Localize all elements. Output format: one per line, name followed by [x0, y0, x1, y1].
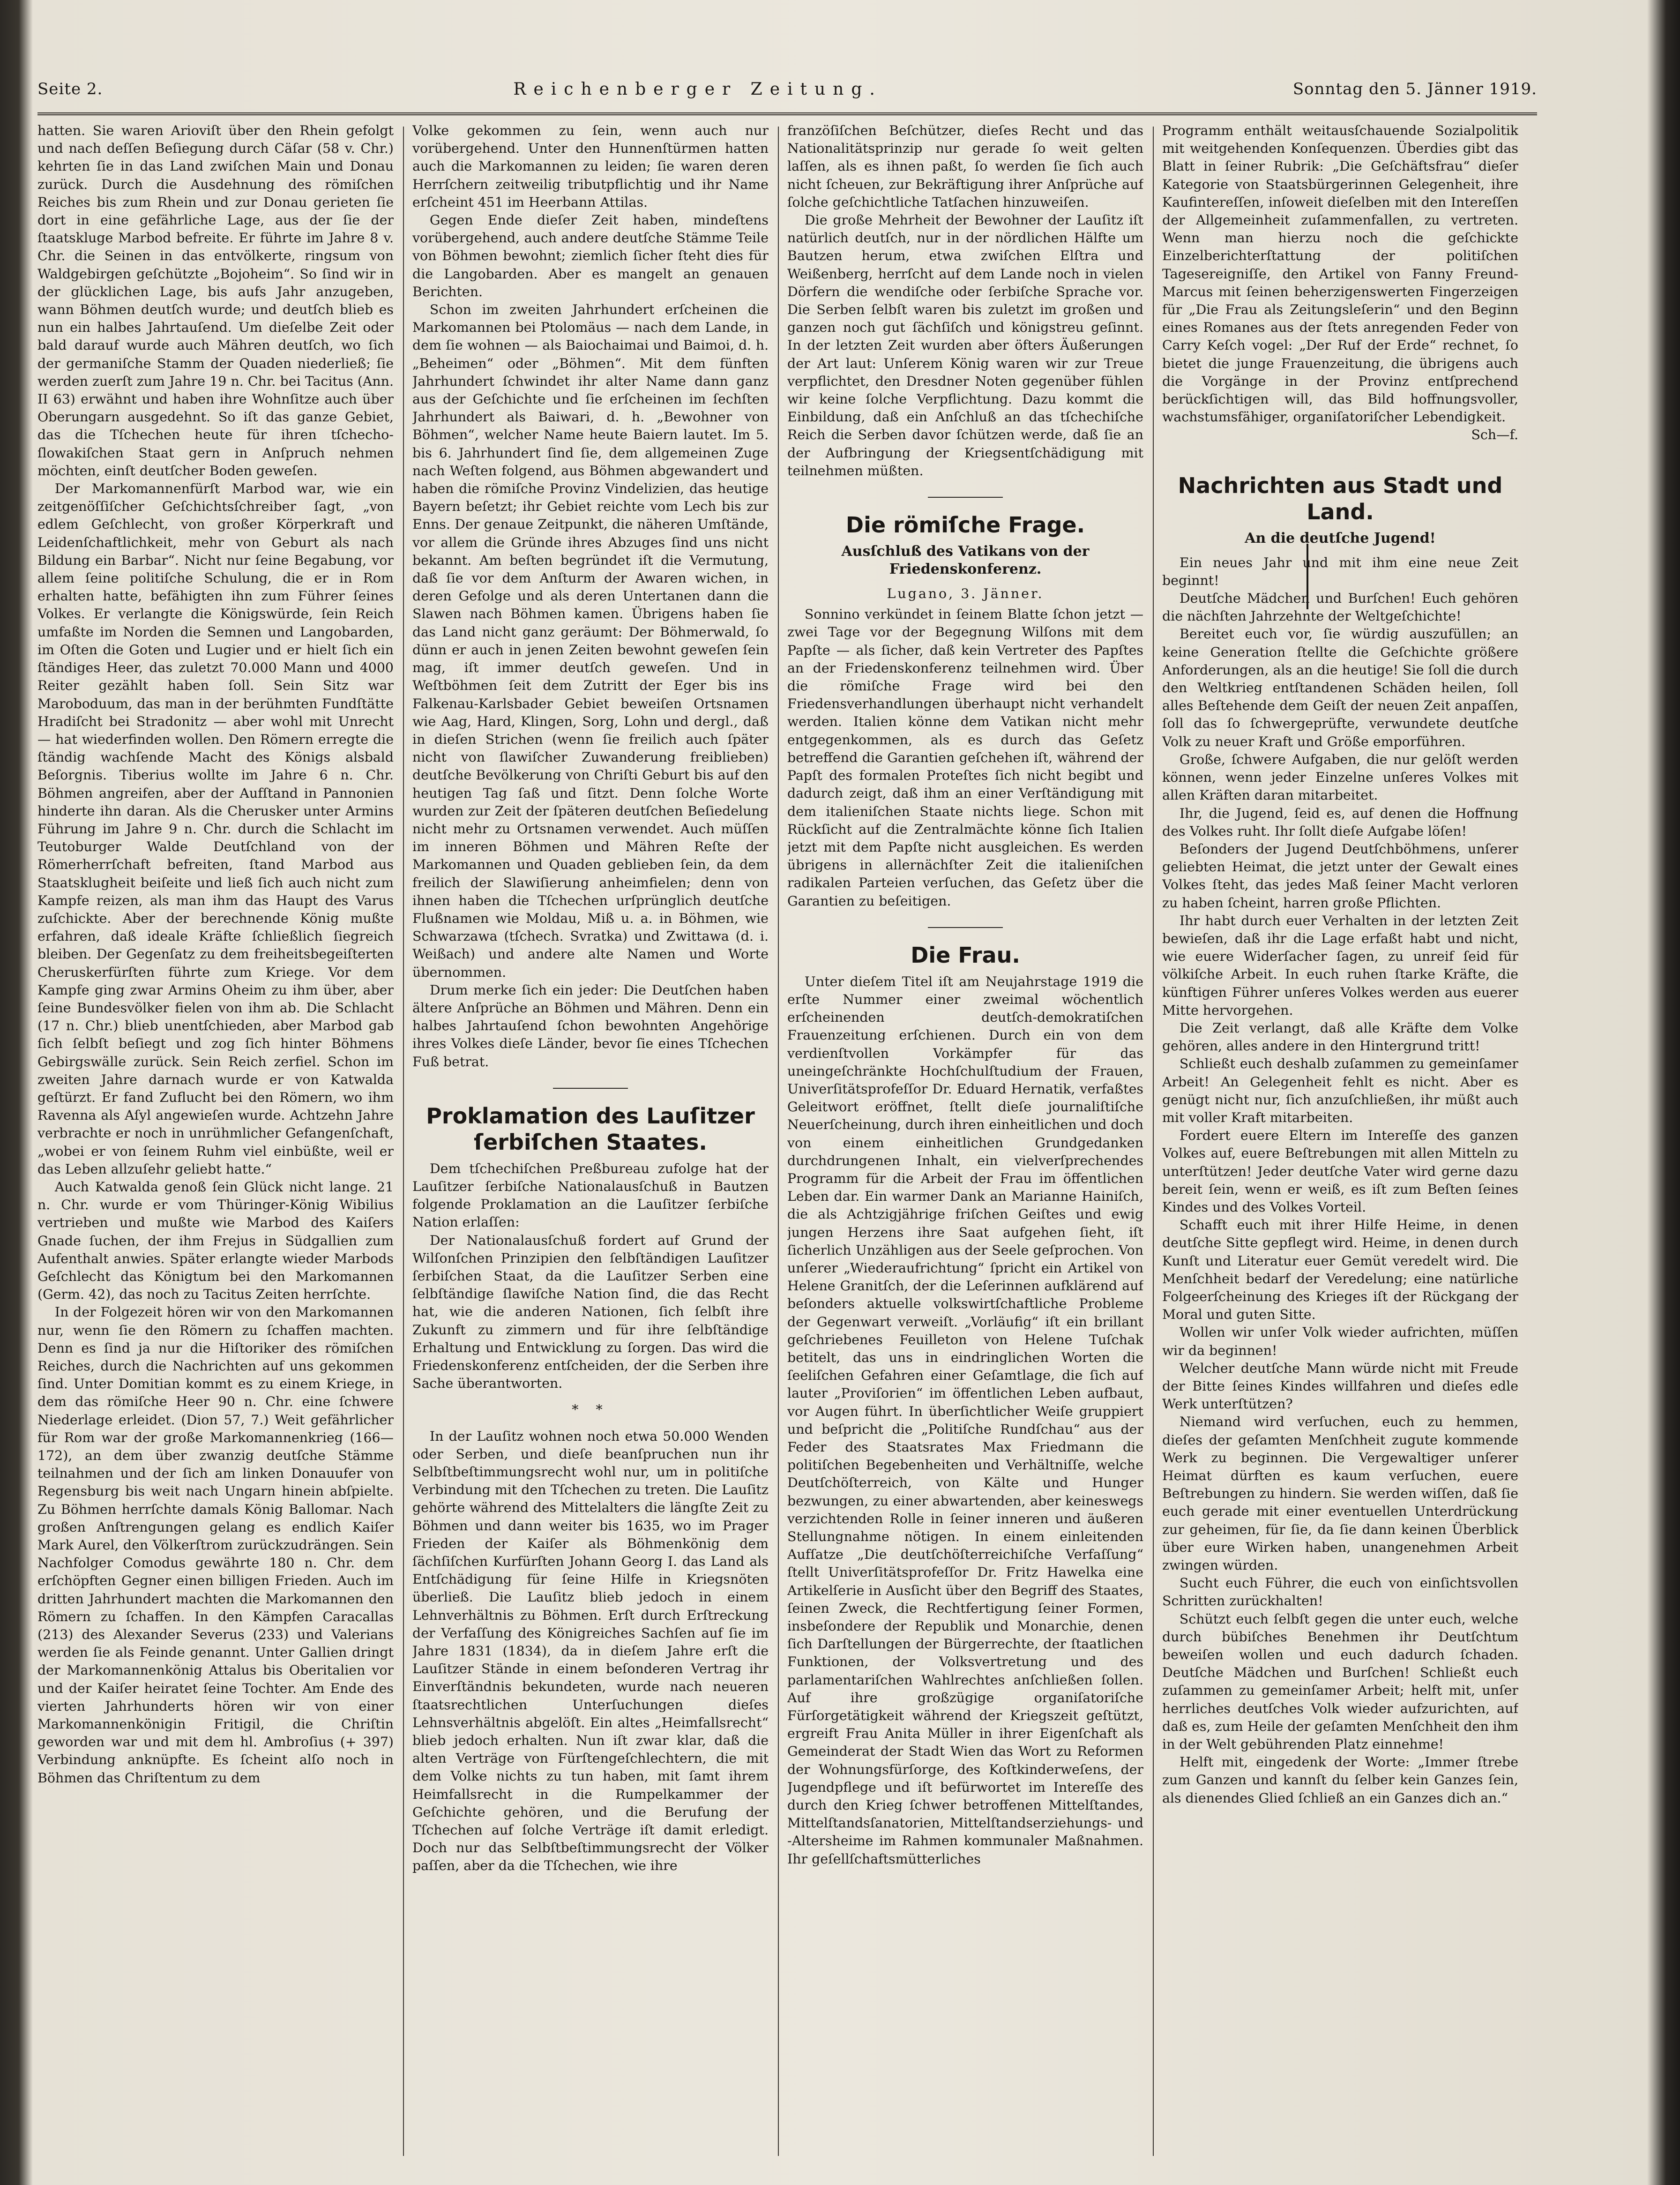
- paragraph: Unter dieſem Titel iſt am Neujahrstage 1919 die erſte Nummer einer zweimal wöchentlich erſcheinenden deutſch-demokratiſchen Frauenzeitung erſchienen. Durch ein von dem verdienſtvollen Vorkämpfer für das uneingeſchränkte Hochſchulſtudium der Frauen, Univerſitätsprofeſſor Dr. Eduard Hernatik, verfaßtes Geleitwort eröffnet, ſtellt dieſe journaliſtiſche Neuerſcheinung, durch ihren einheitlichen und doch von einem einheitlichen Grundgedanken durchdrungenen Inhalt, ein vielverſprechendes Programm für die Arbeit der Frau im öffentlichen Leben dar. Ein warmer Dank an Marianne Hainiſch, die als Achtzigjährige friſchen Geiſtes und ewig jungen Herzens ihre Saat aufgehen ſieht, iſt ſicherlich Unzähligen aus der Seele geſprochen. Von unſerer „Wiederaufrichtung“ ſpricht ein Artikel von Helene Granitſch, der die Leſerinnen aufklärend auf beſonders aktuelle volkswirtſchaftliche Probleme der Gegenwart verweiſt. „Vorläufig“ iſt ein brillant geſchriebenes Feuilleton von Helene Tuſchak betitelt, das uns in eindringlichen Worten die ſeeliſchen Gefahren einer Geſamtlage, die ſich auf lauter „Proviſorien“ im öffentlichen Leben aufbaut, vor Augen führt. In überſichtlicher Weiſe gruppiert und beſpricht die „Politiſche Rundſchau“ aus der Feder des Staatsrates Max Friedmann die politiſchen Begebenheiten und Verhältniſſe, welche Deutſchöſterreich, von Kälte und Hunger bezwungen, zu einer abwartenden, aber keineswegs verzichtenden Rolle in ſeiner inneren und äußeren Stellungnahme nötigen. In einem einleitenden Aufſatze „Die deutſchöſterreichiſche Verfaſſung“ ſtellt Univerſitätsprofeſſor Dr. Fritz Hawelka eine Artikelſerie in Ausſicht über den Begriff des Staates, ſeinen Zweck, die Rechtfertigung ſeiner Formen, insbeſondere der Republik und Monarchie, denen ſich Darſtellungen der Bürgerrechte, der ſtaatlichen Funktionen, der Volksvertretung und des parlamentariſchen Wahlrechtes anſchließen ſollen. Auf ihre großzügige organiſatoriſche Fürſorgetätigkeit während der Kriegszeit geſtützt, ergreift Frau Anita Müller in ihrer Eigenſchaft als Gemeinderat der Stadt Wien das Wort zu Reformen der Wohnungsfürſorge, des Koſtkinderweſens, der Jugendpflege und iſt befürwortet im Intereſſe des durch den Krieg ſchwer betroffenen Mittelſtandes, Mittelſtandsſanatorien, Mittelſtandserziehungs- und -Altersheime im Rahmen kommunaler Maßnahmen. Ihr geſellſchaftsmütterliches: [787, 973, 1143, 1867]
- section-separator: [928, 927, 1003, 928]
- headline-nachrichten: Nachrichten aus Stadt und Land.: [1178, 472, 1503, 524]
- column-2: [412, 122, 769, 2165]
- paragraph: Die Zeit verlangt, daß alle Kräfte dem Volke gehören, alles andere in den Hintergrund tritt!: [1162, 1020, 1518, 1054]
- paragraph: hatten. Sie waren Arioviſt über den Rhein gefolgt und nach deſſen Beſiegung durch Cäſar (58 v. Chr.) kehrten ſie in das Land zwiſchen Main und Donau zurück. Durch die Ausdehnung des römiſchen Reiches bis zum Rhein und zur Donau gerieten ſie dort in eine gefährliche Lage, aus der ſie der ſtaatskluge Marbod befreite. Er führte im Jahre 8 v. Chr. die Seinen in das entvölkerte, ringsum von Waldgebirgen geſchützte „Bojoheim“. So ſind wir in der glücklichen Lage, bis aufs Jahr anzugeben, wann Böhmen deutſch wurde; und deutſch blieb es nun ein halbes Jahrtauſend. Um dieſelbe Zeit oder bald darauf wurde auch Mähren deutſch, wo ſich der germaniſche Stamm der Quaden niederließ; ſie werden zuerſt zum Jahre 19 n. Chr. bei Tacitus (Ann. II 63) erwähnt und haben ihre Wohnſitze auch über Oberungarn ausgedehnt. So iſt das ganze Gebiet, das die Tſchechen heute für ihren tſchecho-ſlowakiſchen Staat gern in Anſpruch nehmen möchten, einſt deutſcher Boden geweſen.: [37, 123, 394, 479]
- paragraph: Bereitet euch vor, ſie würdig auszufüllen; an keine Generation ſtellte die Geſchichte größere Anforderungen, als an die heutige! Sie ſoll die durch den Weltkrieg entſtandenen Schäden heilen, ſoll alles Beſtehende dem Geiſt der neuen Zeit anpaſſen, ſoll das ſo ſchwergeprüfte, verwundete deutſche Volk zu neuer Kraft und Größe emporführen.: [1162, 626, 1518, 749]
- paragraph: Helft mit, eingedenk der Worte: „Immer ſtrebe zum Ganzen und kannſt du ſelber kein Ganzes ſein, als dienendes Glied ſchließ an ein Ganzes dich an.“: [1162, 1754, 1518, 1806]
- subheadline-vatikan: Ausſchluß des Vatikans von der Friedenskonferenz.: [841, 543, 1090, 578]
- asterism: * *: [572, 1402, 609, 1418]
- paragraph: Welcher deutſche Mann würde nicht mit Freude der Bitte ſeines Kindes willfahren und dieſes edle Werk unterſtützen?: [1162, 1360, 1518, 1412]
- column-divider: [778, 127, 779, 2156]
- page-number: Seite 2.: [37, 80, 103, 98]
- paragraph: Schafft euch mit ihrer Hilfe Heime, in denen deutſche Sitte gepflegt wird. Heime, in denen durch Kunſt und Literatur euer Gemüt veredelt wird. Die Menſchheit bedarf der Veredelung; eine natürliche Folgeerſcheinung des Krieges iſt der Rückgang der Moral und guten Sitte.: [1162, 1217, 1518, 1323]
- paragraph: Deutſche Mädchen und Burſchen! Euch gehören die nächſten Jahrzehnte der Weltgeſchichte!: [1162, 591, 1518, 624]
- paragraph: franzöſiſchen Beſchützer, dieſes Recht und das Nationalitätsprinzip nur gerade ſo weit gelten laſſen, als es ihnen paßt, ſo werden ſie ſich auch nicht ſcheuen, zur Bekräftigung ihrer Anſprüche auf ſolche geſchichtliche Tatſachen hinzuweiſen.: [787, 123, 1143, 210]
- issue-date: Sonntag den 5. Jänner 1919.: [1292, 80, 1537, 98]
- paragraph: Wollen wir unſer Volk wieder aufrichten, müſſen wir da beginnen!: [1162, 1324, 1518, 1358]
- headline-die-frau: Die Frau.: [911, 942, 1020, 968]
- paragraph: Niemand wird verſuchen, euch zu hemmen, dieſes der geſamten Menſchheit zugute kommende Werk zu beginnen. Die Vergewaltiger unſerer Heimat dürften es kaum verſuchen, euere Beſtrebungen zu hindern. Sie werden wiſſen, daß ſie euch gerade mit einer eventuellen Unterdrückung zur geheimen, für ſie, da ſie dann keinen Überblick über eure Wirken haben, unangenehmen Arbeit zwingen würden.: [1162, 1414, 1518, 1573]
- paragraph: Schützt euch ſelbſt gegen die unter euch, welche durch bübiſches Benehmen ihr Deutſchtum beweiſen wollen und euch dadurch ſchaden. Deutſche Mädchen und Burſchen! Schließt euch zuſammen zu gemeinſamer Arbeit; helft mit, unſer herrliches deutſches Volk wieder aufzurichten, auf daß es, zum Heile der geſamten Menſchheit den ihm in der Welt gebührenden Platz einnehme!: [1162, 1611, 1518, 1752]
- paragraph: Die große Mehrheit der Bewohner der Lauſitz iſt natürlich deutſch, nur in der nördlichen Hälfte um Bautzen herum, etwa zwiſchen Elſtra und Weißenberg, herrſcht auf dem Lande noch in vielen Dörfern die wendiſche oder ſerbiſche Sprache vor. Die Serben ſelbſt waren bis zuletzt im großen und ganzen noch gut ſächſiſch und königstreu geſinnt. In der letzten Zeit wurden aber öfters Äußerungen der Art laut: Unſerem König waren wir zur Treue verpflichtet, den Dresdner Noten gegenüber fühlen wir keine ſolche Verpflichtung. Dazu kommt die Einbildung, daß ein Anſchluß an das tſchechiſche Reich die Serben davor ſchützen werde, daß ſie an der Aufbringung der Kriegsentſchädigung mit teilnehmen müßten.: [787, 212, 1143, 479]
- paragraph: Ihr, die Jugend, ſeid es, auf denen die Hoffnung des Volkes ruht. Ihr ſollt dieſe Aufgabe löſen!: [1162, 805, 1518, 839]
- subheadline-deutsche-jugend: An die deutſche Jugend!: [1245, 530, 1436, 546]
- column-4: [1162, 122, 1518, 2165]
- paragraph: Ihr habt durch euer Verhalten in der letzten Zeit bewieſen, daß ihr die Lage erfaßt habt und nicht, wie euere Widerſacher ſagen, zu unreif ſeid für völkiſche Arbeit. In euch ruhen ſtarke Kräfte, die künftigen Führer unſeres Volkes werden aus euerer Mitte hervorgehen.: [1162, 913, 1518, 1018]
- paragraph: Sucht euch Führer, die euch von einſichtsvollen Schritten zurückhalten!: [1162, 1575, 1518, 1609]
- paragraph: Beſonders der Jugend Deutſchböhmens, unſerer geliebten Heimat, die jetzt unter der Gewalt eines Volkes ſteht, das jedes Maß ſeiner Macht verloren zu haben ſcheint, harren große Pflichten.: [1162, 841, 1518, 911]
- dateline: Lugano, 3. Jänner.: [887, 586, 1044, 602]
- paragraph: In der Folgezeit hören wir von den Markomannen nur, wenn ſie den Römern zu ſchaffen machten. Denn es ſind ja nur die Hiſtoriker des römiſchen Reiches, durch die Nachrichten auf uns gekommen ſind. Unter Domitian kommt es zu einem Kriege, in dem das römiſche Heer 90 n. Chr. eine ſchwere Niederlage erleidet. (Dion 57, 7.) Weit gefährlicher für Rom war der große Markomannenkrieg (166—172), an dem über zwanzig deutſche Stämme teilnahmen und der ſich am linken Donauufer von Regensburg bis weit nach Ungarn hinein abſpielte. Zu Böhmen herrſchte damals König Ballomar. Nach großen Anſtrengungen gelang es endlich Kaiſer Mark Aurel, den Völkerſtrom zurückzudrängen. Sein Nachfolger Comodus gewährte 180 n. Chr. dem erſchöpften Gegner einen billigen Frieden. Auch im dritten Jahrhundert machten die Markomannen den Römern zu ſchaffen. In den Kämpfen Caracallas (213) des Alexander Severus (233) und Valerians werden ſie als Feinde genannt. Unter Gallien dringt der Markomannenkönig Attalus bis Oberitalien vor und der Kaiſer heiratet ſeine Tochter. Am Ende des vierten Jahrhunderts hören wir von einer Markomannenkönigin Fritigil, die Chriſtin geworden war und mit dem hl. Ambroſius (+ 397) Verbindung anknüpfte. Es ſcheint alſo noch in Böhmen das Chriſtentum zu dem: [37, 1304, 394, 1786]
- masthead-title: Reichenberger Zeitung.: [513, 79, 882, 99]
- section-separator: [553, 1088, 628, 1089]
- paragraph: Dem tſchechiſchen Preßbureau zufolge hat der Lauſitzer ſerbiſche Nationalausſchuß in Bautzen folgende Proklamation an die Lauſitzer ſerbiſche Nation erlaſſen:: [412, 1160, 769, 1230]
- margin-mark: [1307, 544, 1308, 609]
- section-separator: [928, 497, 1003, 498]
- newspaper-page: [37, 70, 1537, 2179]
- paragraph: Programm enthält weitausſchauende Sozialpolitik mit weitgehenden Konſequenzen. Überdies gibt das Blatt in ſeiner Rubrik: „Die Geſchäftsfrau“ dieſer Kategorie von Staatsbürgerinnen Gelegenheit, ihre Kaufintereſſen, inſoweit dieſelben mit den Intereſſen der Allgemeinheit zuſammenfallen, zu vertreten. Wenn man hierzu noch die geſchickte Einzelberichterſtattung der politiſchen Tagesereigniſſe, den Artikel von Fanny Freund-Marcus mit ſeinen beherzigenswerten Fingerzeigen für „Die Frau als Zeitungsleſerin“ und den Beginn eines Romanes aus der ſtets anregenden Feder von Carry Keſch vogel: „Der Ruf der Erde“ rechnet, ſo bietet die junge Frauenzeitung, die übrigens auch die Vorgänge in der Provinz entſprechend berückſichtigen will, das Bild hoffnungsvoller, wachstumsfähiger, organiſatoriſcher Lebendigkeit.: [1162, 123, 1518, 425]
- header-rule: [37, 112, 1537, 115]
- paragraph: Große, ſchwere Aufgaben, die nur gelöſt werden können, wenn jeder Einzelne unſeres Volkes mit allen Kräften daran mitarbeitet.: [1162, 751, 1518, 803]
- paragraph: Der Markomannenfürſt Marbod war, wie ein zeitgenöſſiſcher Geſchichtsſchreiber ſagt, „von edlem Geſchlecht, von großer Körperkraft und Leidenſchaftlichkeit, mehr von Geburt als nach Bildung ein Barbar“. Nicht nur ſeine Begabung, vor allem ſeine politiſche Schulung, die er in Rom erhalten hatte, befähigten ihn zum Führer ſeines Volkes. Er verlangte die Königswürde, ſein Reich umfaßte im Norden die Semnen und Langobarden, im Oſten die Goten und Lugier und er hielt ſich ein ſtändiges Heer, das zuletzt 70.000 Mann und 4000 Reiter gezählt haben ſoll. Sein Sitz war Maroboduum, das man in der berühmten Fundſtätte Hradiſcht bei Stradonitz — aber wohl mit Unrecht — hat wiederfinden wollen. Den Römern erregte die ſtändig wachſende Macht des Königs alsbald Beſorgnis. Tiberius wollte im Jahre 6 n. Chr. Böhmen angreifen, aber der Aufſtand in Pannonien hinderte ihn daran. Als die Cherusker unter Armins Führung im Jahre 9 n. Chr. durch die Schlacht im Teutoburger Walde Deutſchland von der Römerherrſchaft befreiten, ſtand Marbod aus Staatsklugheit beiſeite und ließ ſich auch nicht zum Kampfe reizen, als man ihm das Haupt des Varus zuſchickte. Aber der berechnende König mußte erfahren, daß ideale Kräfte ſchließlich ſiegreich bleiben. Der Gegenſatz zu dem freiheitsbegeiſterten Cheruskerfürſten führte zum Kriege. Vor dem Kampfe ging zwar Armins Oheim zu ihm über, aber ſeine Bundesvölker fielen von ihm ab. Die Schlacht (17 n. Chr.) blieb unentſchieden, aber Marbod gab ſich ſelbſt beſiegt und zog ſich hinter Böhmens Gebirgswälle zurück. Sein Reich zerfiel. Schon im zweiten Jahre darnach wurde er von Katwalda geſtürzt. Er fand Zuflucht bei den Römern, wo ihm Ravenna als Aſyl angewieſen wurde. Achtzehn Jahre verbrachte er noch in unrühmlicher Gefangenſchaft, „wobei er von ſeinem Ruhm viel einbüßte, weil er das Leben allzuſehr geliebt hatte.“: [37, 481, 394, 1177]
- headline-roemische-frage: Die römiſche Frage.: [845, 512, 1085, 538]
- paragraph: In der Lauſitz wohnen noch etwa 50.000 Wenden oder Serben, und dieſe beanſpruchen nun ihr Selbſtbeſtimmungsrecht wohl nur, um in politiſche Verbindung mit den Tſchechen zu treten. Die Lauſitz gehörte während des Mittelalters die längſte Zeit zu Böhmen und dann weiter bis 1635, wo im Prager Frieden der Kaiſer als Böhmenkönig dem ſächſiſchen Kurfürſten Johann Georg I. das Land als Entſchädigung für ſeine Hilfe in Kriegsnöten überließ. Die Lauſitz blieb jedoch in einem Lehnverhältnis zu Böhmen. Erſt durch Erſtreckung der Verfaſſung des Königreiches Sachſen auf ſie im Jahre 1831 (1834), da in dieſem Jahre erſt die Lauſitzer Stände in einem beſonderen Vertrag ihr Einverſtändnis bekundeten, wurde nach neueren ſtaatsrechtlichen Unterſuchungen dieſes Lehnsverhältnis abgelöſt. Ein altes „Heimfallsrecht“ blieb jedoch erhalten. Nun iſt zwar klar, daß die alten Verträge von Fürſtengeſchlechtern, die mit dem Volke nichts zu tun haben, mit ſamt ihrem Heimfallsrecht in die Rumpelkammer der Geſchichte gehören, und die Berufung der Tſchechen auf ſolche Verträge iſt damit erledigt. Doch nur das Selbſtbeſtimmungsrecht der Völker paſſen, aber da die Tſchechen, wie ihre: [412, 1428, 769, 1874]
- author-signature: Sch—f.: [1471, 427, 1518, 443]
- column-1: [37, 122, 394, 2165]
- paragraph: Volke gekommen zu ſein, wenn auch nur vorübergehend. Unter den Hunnenſtürmen hatten auch die Markomannen zu leiden; ſie waren deren Herrſchern zeitweilig tributpflichtig und ihr Name erſcheint 451 im Heerbann Attilas.: [412, 123, 769, 210]
- paragraph: Sonnino verkündet in ſeinem Blatte ſchon jetzt — zwei Tage vor der Begegnung Wilſons mit dem Papſte — als ſicher, daß kein Vertreter des Papſtes an der Friedenskonferenz teilnehmen wird. Über die römiſche Frage wird bei den Friedensverhandlungen überhaupt nicht verhandelt werden. Italien könne dem Vatikan nicht mehr entgegenkommen, als es durch das Geſetz betreffend die Garantien geſchehen iſt, während der Papſt des formalen Proteſtes ſich nicht begibt und dadurch zeigt, daß ihm an einer Verſtändigung mit dem italieniſchen Staate nichts liege. Schon mit Rückſicht auf die Zentralmächte könne ſich Italien jetzt mit dem Papſte nicht ausgleichen. Es werden übrigens in allernächſter Zeit die italieniſchen radikalen Parteien verſuchen, das Geſetz über die Garantien zu beſeitigen.: [787, 606, 1143, 909]
- headline-proklamation: Proklamation des Lauſitzer ſerbiſchen Staates.: [426, 1103, 755, 1155]
- paragraph: Auch Katwalda genoß ſein Glück nicht lange. 21 n. Chr. wurde er vom Thüringer-König Wibilius vertrieben und mußte wie Marbod des Kaiſers Gnade ſuchen, der ihm Frejus in Südgallien zum Aufenthalt anwies. Später erlangte wieder Marbods Geſchlecht das Königtum bei den Markomannen (Germ. 42), das noch zu Tacitus Zeiten herrſchte.: [37, 1179, 394, 1302]
- paragraph: Ein neues Jahr und mit ihm eine neue Zeit beginnt!: [1162, 554, 1518, 588]
- paragraph: Der Nationalausſchuß fordert auf Grund der Wilſonſchen Prinzipien den ſelbſtändigen Lauſitzer ſerbiſchen Staat, da die Lauſitzer Serben eine ſelbſtändige ſlawiſche Nation ſind, die das Recht hat, wie die anderen Nationen, ſich ſelbſt ihre Zukunft zu zimmern und für ihre ſelbſtändige Erhaltung und Entwicklung zu ſorgen. Das wird die Friedenskonferenz entſcheiden, der die Serben ihre Sache überantworten.: [412, 1232, 769, 1392]
- page-header: [37, 70, 1537, 108]
- column-divider: [1153, 127, 1154, 2156]
- paragraph: Gegen Ende dieſer Zeit haben, mindeſtens vorübergehend, auch andere deutſche Stämme Teile von Böhmen bewohnt; ziemlich ſicher ſteht dies für die Langobarden. Aber es mangelt an genauen Berichten.: [412, 212, 769, 299]
- column-3: [787, 122, 1143, 2165]
- paragraph: Drum merke ſich ein jeder: Die Deutſchen haben ältere Anſprüche an Böhmen und Mähren. Denn ein halbes Jahrtauſend ſchon bewohnten Angehörige ihres Volkes dieſe Länder, bevor ſie eines Tſchechen Fuß betrat.: [412, 982, 769, 1070]
- paragraph: Schon im zweiten Jahrhundert erſcheinen die Markomannen bei Ptolomäus — nach dem Lande, in dem ſie wohnen — als Baiochaimai und Baimoi, d. h. „Beheimen“ oder „Böhmen“. Mit dem fünften Jahrhundert ſchwindet ihr alter Name dann ganz aus der Geſchichte und ſie erſcheinen im ſechſten Jahrhundert als Baiwari, d. h. „Bewohner von Böhmen“, welcher Name heute Baiern lautet. Im 5. bis 6. Jahrhundert ſind ſie, dem allgemeinen Zuge nach Weſten folgend, aus Böhmen abgewandert und haben die römiſche Provinz Vindelizien, das heutige Bayern beſetzt; ihr Gebiet reichte vom Lech bis zur Enns. Der genaue Zeitpunkt, die näheren Umſtände, vor allem die Gründe ihres Abzuges ſind uns nicht bekannt. Am beſten begründet iſt die Vermutung, daß ſie vor dem Anſturm der Awaren wichen, in deren Gefolge und als deren Untertanen dann die Slawen nach Böhmen kamen. Übrigens haben ſie das Land nicht ganz geräumt: Der Böhmerwald, ſo dünn er auch in jenen Zeiten bewohnt geweſen ſein mag, iſt immer deutſch geweſen. Und in Weſtböhmen ſeit dem Zutritt der Eger bis ins Falkenau-Karlsbader Gebiet beweiſen Ortsnamen wie Aag, Hard, Klingen, Sorg, Lohn und dergl., daß in dieſen Strichen (wenn ſie freilich auch ſpäter nicht von ſlawiſcher Zuwanderung freiblieben) deutſche Bevölkerung von Chriſti Geburt bis auf den heutigen Tag ſaß und ſitzt. Denn ſolche Worte wurden zur Zeit der ſpäteren deutſchen Beſiedelung nicht mehr zu Ortsnamen verwendet. Auch müſſen im inneren Böhmen und Mähren Reſte der Markomannen und Quaden geblieben ſein, da dem freilich der Slawiſierung anheimfielen; denn von ihnen haben die Tſchechen urſprünglich deutſche Flußnamen wie Moldau, Miß u. a. in Böhmen, wie Schwarzawa (tſchech. Svratka) und Zwittawa (d. i. Weißach) und andere alte Namen und Worte übernommen.: [412, 302, 769, 980]
- paragraph: Fordert euere Eltern im Intereſſe des ganzen Volkes auf, euere Beſtrebungen mit allen Mitteln zu unterſtützen! Jeder deutſche Vater wird gerne dazu bereit ſein, wenn er weiß, es iſt zum Beſten ſeines Kindes und des Volkes Vorteil.: [1162, 1128, 1518, 1215]
- paragraph: Schließt euch deshalb zuſammen zu gemeinſamer Arbeit! An Gelegenheit fehlt es nicht. Aber es genügt nicht nur, ſich anzuſchließen, ihr müßt auch mit voller Kraft mitarbeiten.: [1162, 1056, 1518, 1125]
- column-divider: [403, 127, 404, 2156]
